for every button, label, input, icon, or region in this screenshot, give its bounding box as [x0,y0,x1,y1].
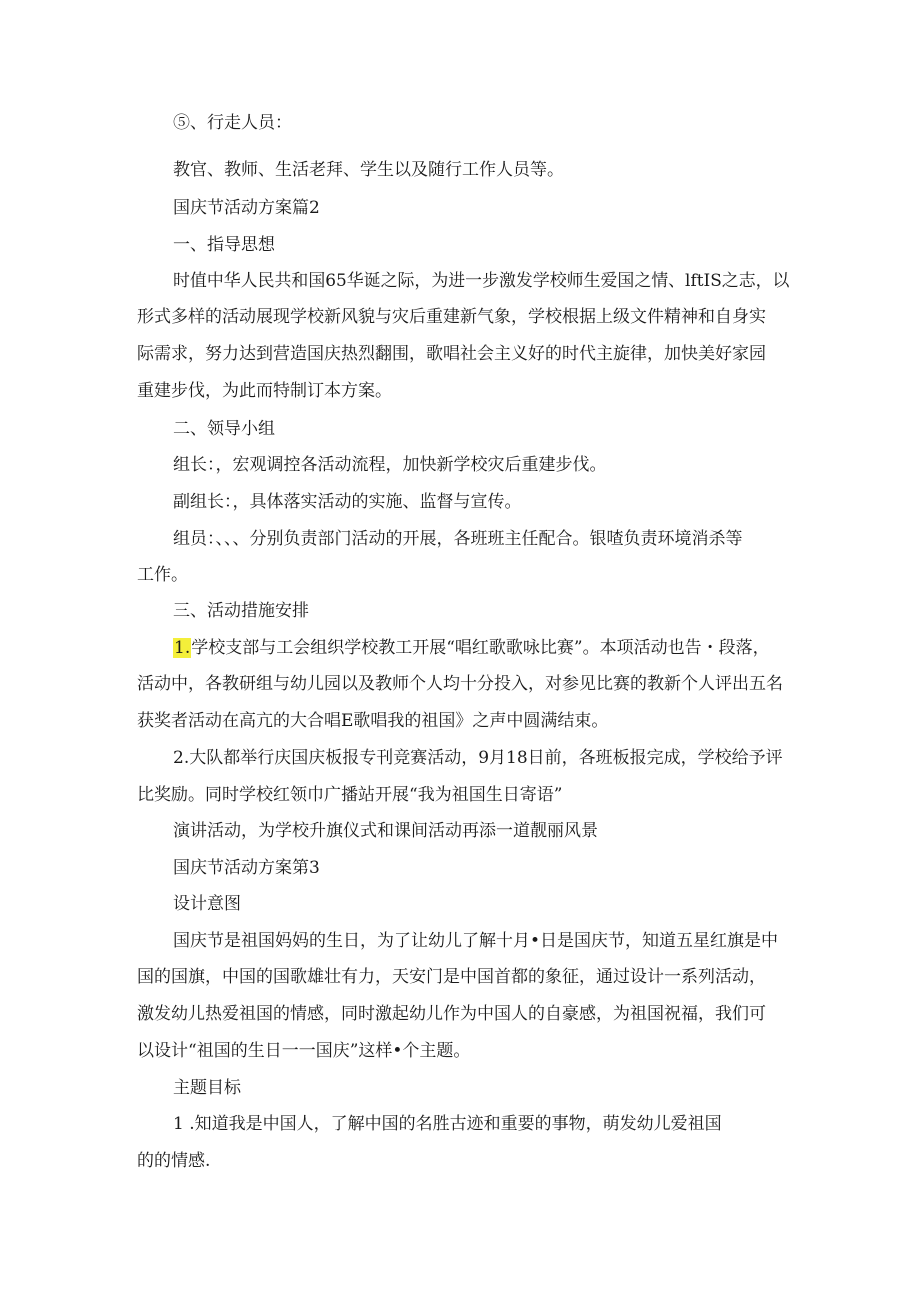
paragraph-line: 组长：，宏观调控各活动流程，加快新学校灾后重建步伐。 [173,455,607,475]
heading-activity-measures: 三、活动措施安排 [173,601,309,621]
list-item: 1 .知道我是中国人，了解中国的名胜古迹和重要的事物，萌发幼儿爱祖国 [173,1114,722,1134]
heading-leadership-group: 二、领导小组 [173,419,275,439]
paragraph-line: 2.大队都举行庆国庆板报专刊竞赛活动，9月18日前，各班板报完成，学校给予评 [173,748,783,768]
paragraph-line: 活动中，各教研组与幼儿园以及教师个人均十分投入，对参见比赛的教新个人评出五名 [137,674,783,694]
paragraph-line: 比奖励。同时学校红领巾广播站开展“我为祖国生日寄语” [137,785,563,805]
paragraph-line: 组员：、、、分别负责部门活动的开展，各班班主任配合。银喳负责环境消杀等 [173,529,743,549]
list-item-walking-staff: ⑤、行走人员： [173,113,292,133]
paragraph-line: 的的情感. [137,1151,211,1171]
paragraph-line: 演讲活动，为学校升旗仪式和课间活动再添一道靓丽风景 [173,821,598,841]
paragraph-line: 际需求，努力达到营造国庆热烈翻围，歌唱社会主义好的时代主旋律，加快美好家园 [137,344,766,364]
paragraph-line: 获奖者活动在高亢的大合唱E歌唱我的祖国》之声中圆满结束。 [137,711,609,731]
paragraph-line: 激发幼儿热爱祖国的情感，同时激起幼儿作为中国人的自豪感，为祖国祝福，我们可 [137,1004,766,1024]
paragraph-line: 工作。 [137,565,188,585]
paragraph-line: 以设计“祖国的生日一一国庆”这样•个主题。 [137,1041,471,1061]
paragraph-line: 教官、教师、生活老拜、学生以及随行工作人员等。 [173,160,564,180]
paragraph-line: 国的国旗，中国的国歌雄壮有力，天安门是中国首都的象征，通过设计一系列活动， [137,967,766,987]
section-title: 国庆节活动方案第3 [173,858,320,878]
heading-guiding-ideology: 一、指导思想 [173,235,275,255]
section-title: 国庆节活动方案篇2 [173,198,320,218]
highlighted-number: 1. [174,638,191,658]
heading-theme-goals: 主题目标 [173,1078,241,1098]
paragraph-line: 国庆节是祖国妈妈的生日，为了让幼儿了解十月•日是国庆节，知道五星红旗是中 [173,931,779,951]
paragraph-line: 形式多样的活动展现学校新风貌与灾后重建新气象，学校根据上级文件精神和自身实 [137,307,766,327]
paragraph-line [173,638,770,658]
heading-design-intent: 设计意图 [173,894,241,914]
paragraph-line: 副组长：，具体落实活动的实施、监督与宣传。 [173,492,522,512]
paragraph-line: 重建步伐，为此而特制订本方案。 [137,381,392,401]
paragraph-text: 学校支部与工会组织学校教工开展“唱红歌歌咏比赛”。本项活动也告・段落， [191,638,770,658]
paragraph-line: 时值中华人民共和国65华诞之际，为进一步激发学校师生爱国之情、lftIS之志，以 [173,271,790,291]
